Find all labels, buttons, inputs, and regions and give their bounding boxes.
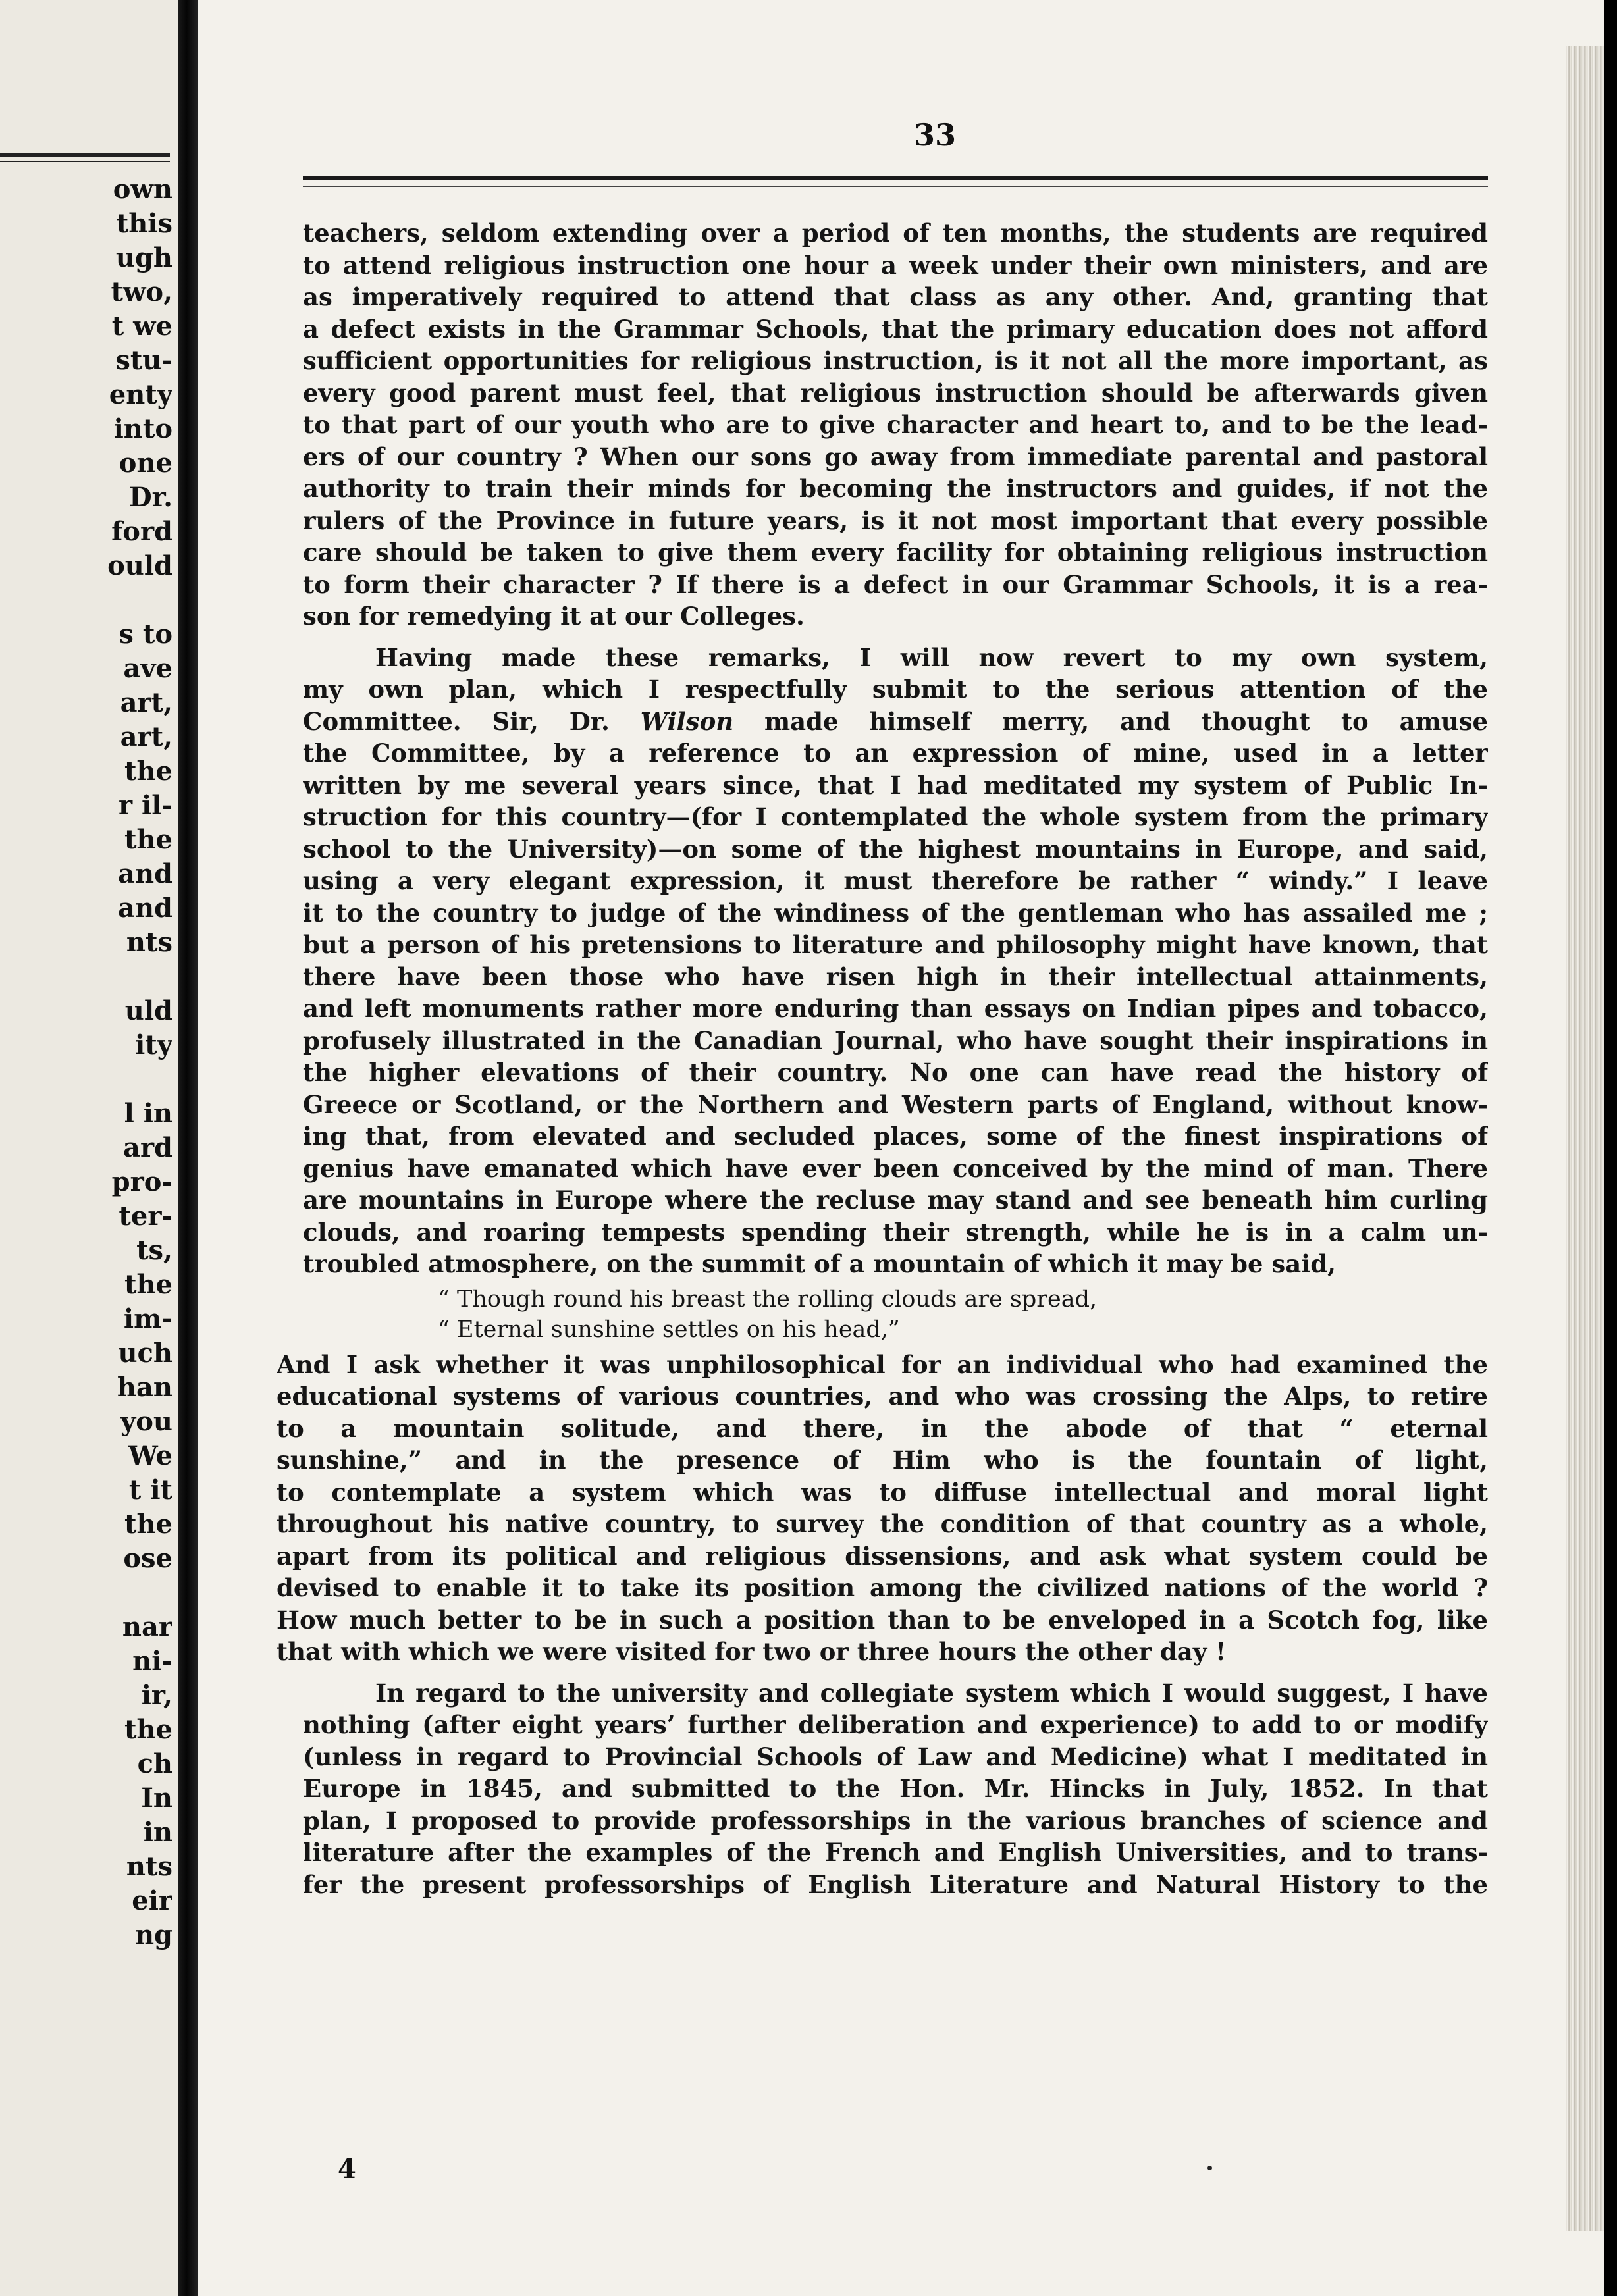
text-line: school to the University)—on some of the highest mountains in Europe, and said, bbox=[303, 834, 1488, 864]
facing-page-fragment-line: We bbox=[128, 1440, 172, 1471]
text-line: Committee. Sir, Dr. Wilson made himself merry, and thought to amuse bbox=[303, 706, 1488, 736]
facing-page-fragment-line: l in bbox=[124, 1098, 172, 1129]
text-line: devised to enable it to take its position among the civilized nations of the world ? bbox=[277, 1573, 1488, 1602]
facing-page-fragment-line: own bbox=[113, 174, 172, 205]
text-line: as imperatively required to attend that class as any other. And, granting that bbox=[303, 282, 1488, 311]
facing-page-fragment-line: eir bbox=[132, 1885, 172, 1916]
verse-quote bbox=[303, 1284, 1488, 1345]
text-line: fer the present professorships of English Literature and Natural History to the bbox=[303, 1869, 1488, 1899]
text-line: profusely illustrated in the Canadian Journal, who have sought their inspirations in bbox=[303, 1026, 1488, 1055]
text-line: every good parent must feel, that religious instruction should be afterwards given bbox=[303, 378, 1488, 407]
facing-page-fragment-line: the bbox=[124, 1714, 172, 1745]
facing-page-fragment-line: t it bbox=[128, 1474, 172, 1505]
facing-page-fragment-line: you bbox=[120, 1406, 172, 1437]
facing-page-fragment-line: nar bbox=[122, 1611, 172, 1642]
facing-page-fragment-line: r il- bbox=[119, 790, 172, 821]
paragraph-4 bbox=[303, 1677, 1488, 1901]
facing-page-fragment-line: art, bbox=[120, 687, 172, 718]
text-line: struction for this country—(for I contemplated the whole system from the primary bbox=[303, 802, 1488, 831]
text-line: to a mountain solitude, and there, in the abode of that “ eternal bbox=[277, 1413, 1488, 1443]
text-line: written by me several years since, that I had meditated my system of Public In- bbox=[303, 770, 1488, 800]
facing-page-fragment-line: pro- bbox=[111, 1166, 172, 1197]
text-line: teachers, seldom extending over a period of ten months, the students are required bbox=[303, 219, 1488, 248]
text-line: the Committee, by a reference to an expression of mine, used in a letter bbox=[303, 739, 1488, 768]
facing-page-fragment-line: ter- bbox=[119, 1201, 172, 1232]
facing-page-fragment-line: Dr. bbox=[128, 482, 172, 513]
verse-line: “ Eternal sunshine settles on his head,” bbox=[438, 1316, 900, 1343]
text-line: rulers of the Province in future years, is it not most important that every possible bbox=[303, 506, 1488, 535]
facing-page-fragment-line: ni- bbox=[132, 1646, 172, 1677]
paragraph-1 bbox=[303, 217, 1488, 633]
signature-mark: 4 bbox=[338, 2154, 356, 2185]
facing-page-fragment-line: ch bbox=[137, 1748, 172, 1779]
text-line: to form their character ? If there is a defect in our Grammar Schools, it is a rea- bbox=[303, 569, 1488, 599]
body-text bbox=[277, 217, 1488, 1900]
facing-page-text bbox=[0, 172, 172, 1952]
text-line: (unless in regard to Provincial Schools of Law and Medicine) what I meditated in bbox=[303, 1742, 1488, 1771]
text-line: to attend religious instruction one hour a week under their own ministers, and are bbox=[303, 250, 1488, 280]
facing-page-fragment-line: t we bbox=[111, 311, 172, 342]
facing-page-fragment-line: two, bbox=[111, 276, 172, 307]
facing-page-fragment-line: ity bbox=[135, 1030, 172, 1060]
text-line: a defect exists in the Grammar Schools, that the primary education does not afford bbox=[303, 314, 1488, 344]
facing-page-fragment-line: ose bbox=[123, 1543, 172, 1574]
text-line: clouds, and roaring tempests spending their strength, while he is in a calm un- bbox=[303, 1217, 1488, 1247]
facing-page-fragment-line: nts bbox=[126, 927, 172, 958]
text-line: the higher elevations of their country. No one can have read the history of bbox=[303, 1058, 1488, 1087]
facing-page-fragment-line bbox=[0, 583, 172, 617]
facing-page-fragment-line bbox=[0, 1576, 172, 1610]
facing-page-fragment-line: the bbox=[124, 1509, 172, 1540]
paragraph-2 bbox=[303, 642, 1488, 1280]
facing-page-fragment-line: the bbox=[124, 756, 172, 787]
facing-page-fragment-line: one bbox=[119, 448, 172, 479]
text-line: to that part of our youth who are to give character and heart to, and to be the lead- bbox=[303, 410, 1488, 439]
text-line: Having made these remarks, I will now revert to my own system, bbox=[375, 642, 1488, 672]
text-line: authority to train their minds for becoming the instructors and guides, if not the bbox=[303, 474, 1488, 503]
text-line: sunshine,” and in the presence of Him who is the fountain of light, bbox=[277, 1446, 1488, 1474]
text-line: How much better to be in such a position than to be enveloped in a Scotch fog, like bbox=[277, 1605, 1488, 1634]
facing-page-fragment-line: im- bbox=[123, 1303, 172, 1334]
facing-page-fragment-line: ir, bbox=[141, 1680, 172, 1711]
text-line: my own plan, which I respectfully submit to the serious attention of the bbox=[303, 675, 1488, 704]
text-line: using a very elegant expression, it must therefore be rather “ windy.” I leave bbox=[303, 866, 1488, 895]
text-line: Europe in 1845, and submitted to the Hon. Mr. Hincks in July, 1852. In that bbox=[303, 1774, 1488, 1803]
text-line: nothing (after eight years’ further deliberation and experience) to add to or modify bbox=[303, 1710, 1488, 1739]
facing-page-fragment-line: s to bbox=[119, 619, 172, 650]
text-line: there have been those who have risen high in their intellectual attainments, bbox=[303, 962, 1488, 991]
header-rule bbox=[303, 176, 1488, 180]
page bbox=[198, 0, 1604, 2296]
verse-line: “ Though round his breast the rolling clouds are spread, bbox=[438, 1286, 1098, 1313]
facing-page-fragment-line: enty bbox=[109, 379, 172, 410]
facing-page-fragment-line: nts bbox=[126, 1851, 172, 1882]
facing-page-fragment-line: the bbox=[124, 1269, 172, 1300]
text-line: genius have emanated which have ever been conceived by the mind of man. There bbox=[303, 1153, 1488, 1183]
facing-page-fragment-line: into bbox=[113, 413, 172, 444]
text-line: ers of our country ? When our sons go away from immediate parental and pastoral bbox=[303, 442, 1488, 471]
text-line: but a person of his pretensions to literature and philosophy might have known, that bbox=[303, 930, 1488, 959]
facing-page-fragment-line: ugh bbox=[115, 242, 172, 273]
facing-page-fragment-line: In bbox=[141, 1783, 172, 1813]
facing-page-fragment-line: uld bbox=[124, 995, 172, 1026]
footer-dot bbox=[1207, 2166, 1212, 2170]
book-gutter bbox=[178, 0, 198, 2296]
facing-page-fragment-line: ould bbox=[107, 550, 172, 581]
text-line: to contemplate a system which was to diffuse intellectual and moral light bbox=[277, 1477, 1488, 1507]
text-line: son for remedying it at our Colleges. bbox=[303, 602, 805, 631]
text-line: apart from its political and religious dissensions, and ask what system could be bbox=[277, 1541, 1488, 1571]
text-line: it to the country to judge of the windiness of the gentleman who has assailed me ; bbox=[303, 898, 1488, 927]
text-line: In regard to the university and collegiate system which I would suggest, I have bbox=[375, 1678, 1488, 1708]
text-line: ing that, from elevated and secluded places, some of the finest inspirations of bbox=[303, 1122, 1488, 1151]
facing-page-fragment-line: ts, bbox=[136, 1235, 172, 1266]
facing-page-fragment-line bbox=[0, 1062, 172, 1097]
text-line: plan, I proposed to provide professorships in the various branches of science and bbox=[303, 1806, 1488, 1835]
text-line: that with which we were visited for two or three hours the other day ! bbox=[277, 1637, 1227, 1666]
facing-page-fragment-line: uch bbox=[118, 1338, 172, 1369]
page-number: 33 bbox=[913, 117, 956, 153]
text-line: care should be taken to give them every facility for obtaining religious instruction bbox=[303, 538, 1488, 567]
facing-page-fragment-line: ard bbox=[123, 1132, 172, 1163]
page-edge bbox=[1566, 46, 1604, 2231]
facing-page-fragment-line: han bbox=[117, 1372, 172, 1403]
facing-page-rule-thin bbox=[0, 161, 170, 162]
facing-page-fragment-line: in bbox=[143, 1817, 172, 1848]
facing-page-rule bbox=[0, 153, 170, 157]
facing-page-fragment-line: and bbox=[118, 858, 172, 889]
text-line: sufficient opportunities for religious instruction, is it not all the more important, as bbox=[303, 346, 1488, 375]
text-line: And I ask whether it was unphilosophical for an individual who had examined the bbox=[277, 1349, 1488, 1379]
text-line: are mountains in Europe where the recluse may stand and see beneath him curling bbox=[303, 1186, 1488, 1214]
facing-page-fragment-line: stu- bbox=[115, 345, 172, 376]
text-line: troubled atmosphere, on the summit of a mountain of which it may be said, bbox=[303, 1249, 1337, 1278]
text-line: throughout his native country, to survey the condition of that country as a whole, bbox=[277, 1509, 1488, 1538]
paragraph-3 bbox=[277, 1349, 1488, 1668]
facing-page-fragment-line: ave bbox=[123, 653, 172, 684]
facing-page-fragment-line: and bbox=[118, 893, 172, 924]
text-line: educational systems of various countries, and who was crossing the Alps, to retire bbox=[277, 1382, 1488, 1411]
facing-page-fragment-line: ford bbox=[111, 516, 172, 547]
facing-page-fragment bbox=[0, 0, 178, 2296]
text-line: and left monuments rather more enduring than essays on Indian pipes and tobacco, bbox=[303, 994, 1488, 1023]
text-line: literature after the examples of the French and English Universities, and to trans- bbox=[303, 1838, 1488, 1867]
facing-page-fragment-line bbox=[0, 960, 172, 994]
text-line: Greece or Scotland, or the Northern and Western parts of England, without know- bbox=[303, 1089, 1488, 1119]
facing-page-fragment-line: this bbox=[116, 208, 172, 239]
facing-page-fragment-line: the bbox=[124, 824, 172, 855]
facing-page-fragment-line: art, bbox=[120, 721, 172, 752]
header-rule-thin bbox=[303, 186, 1488, 187]
facing-page-fragment-line: ng bbox=[134, 1919, 172, 1950]
